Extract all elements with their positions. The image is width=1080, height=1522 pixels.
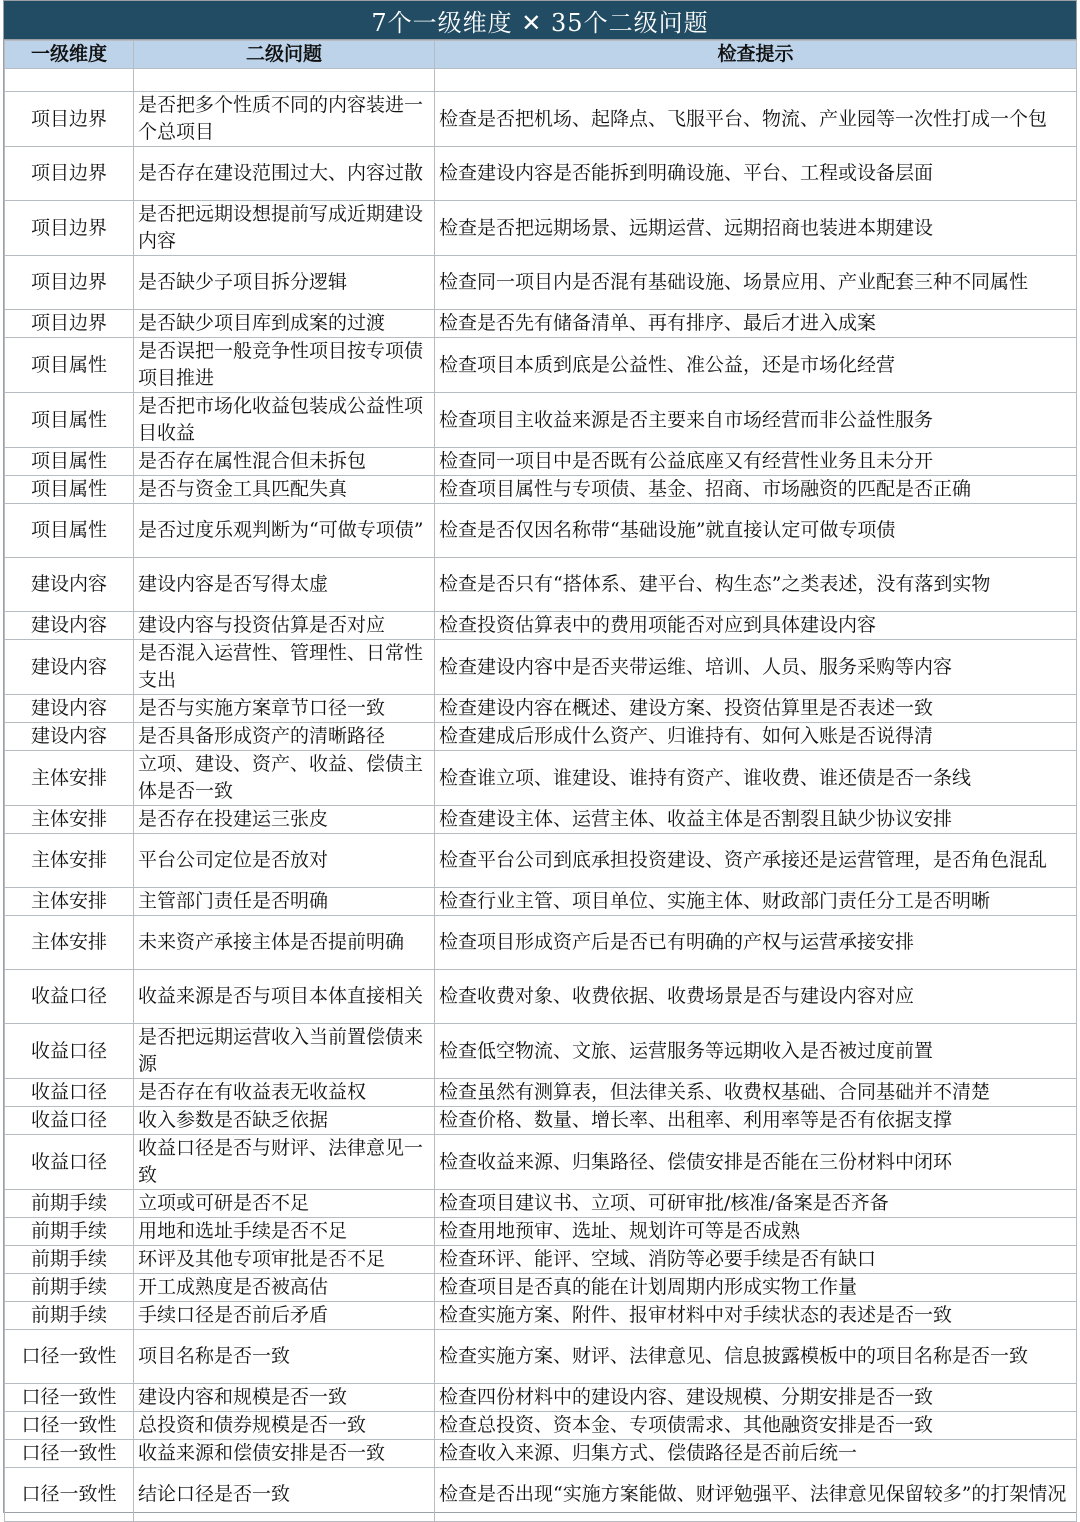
table-row: [5, 476, 1077, 504]
header-dimension: 一级维度: [5, 41, 134, 69]
row-question: 收益来源是否与项目本体直接相关: [134, 970, 435, 1024]
row-question: 建设内容是否写得太虚: [134, 558, 435, 612]
row-hint: 检查同一项目内是否混有基础设施、场景应用、产业配套三种不同属性: [435, 256, 1077, 310]
row-question: 是否误把一般竞争性项目按专项债项目推进: [134, 338, 435, 393]
row-dimension: 口径一致性: [5, 1412, 134, 1440]
row-question: 建设内容与投资估算是否对应: [134, 612, 435, 640]
table-row: [5, 612, 1077, 640]
row-hint: 检查项目属性与专项债、基金、招商、市场融资的匹配是否正确: [435, 476, 1077, 504]
header-row: [5, 41, 1077, 69]
row-hint: 检查用地预审、选址、规划许可等是否成熟: [435, 1218, 1077, 1246]
table-row: [5, 1135, 1077, 1190]
row-hint: 检查是否只有“搭体系、建平台、构生态”之类表述，没有落到实物: [435, 558, 1077, 612]
row-dimension: 收益口径: [5, 970, 134, 1024]
row-hint: 检查是否仅因名称带“基础设施”就直接认定可做专项债: [435, 504, 1077, 558]
row-question: 环评及其他专项审批是否不足: [134, 1246, 435, 1274]
row-dimension: 主体安排: [5, 916, 134, 970]
row-question: 是否缺少项目库到成案的过渡: [134, 310, 435, 338]
row-dimension: 前期手续: [5, 1246, 134, 1274]
row-dimension: 前期手续: [5, 1274, 134, 1302]
table-row: [5, 92, 1077, 147]
table-row: [5, 1218, 1077, 1246]
row-dimension: 建设内容: [5, 695, 134, 723]
row-hint: 检查低空物流、文旅、运营服务等远期收入是否被过度前置: [435, 1024, 1077, 1079]
table-row: [5, 1412, 1077, 1440]
row-dimension: 项目属性: [5, 476, 134, 504]
table-row: [5, 723, 1077, 751]
table-row: [5, 393, 1077, 448]
row-question: 开工成熟度是否被高估: [134, 1274, 435, 1302]
header-hint: 检查提示: [435, 41, 1077, 69]
row-dimension: 项目边界: [5, 256, 134, 310]
row-hint: 检查总投资、资本金、专项债需求、其他融资安排是否一致: [435, 1412, 1077, 1440]
row-hint: 检查建设主体、运营主体、收益主体是否割裂且缺少协议安排: [435, 806, 1077, 834]
row-dimension: 前期手续: [5, 1218, 134, 1246]
table-row: [5, 147, 1077, 201]
row-hint: 检查建设内容是否能拆到明确设施、平台、工程或设备层面: [435, 147, 1077, 201]
table-row: [5, 888, 1077, 916]
row-question: 是否把多个性质不同的内容装进一个总项目: [134, 92, 435, 147]
row-hint: 检查项目本质到底是公益性、准公益，还是市场化经营: [435, 338, 1077, 393]
row-question: 收益口径是否与财评、法律意见一致: [134, 1135, 435, 1190]
row-hint: 检查四份材料中的建设内容、建设规模、分期安排是否一致: [435, 1384, 1077, 1412]
table-row: [5, 640, 1077, 695]
row-hint: 检查收益来源、归集路径、偿债安排是否能在三份材料中闭环: [435, 1135, 1077, 1190]
table-row: [5, 1440, 1077, 1468]
row-dimension: 项目属性: [5, 393, 134, 448]
row-hint: 检查收费对象、收费依据、收费场景是否与建设内容对应: [435, 970, 1077, 1024]
row-question: 是否具备形成资产的清晰路径: [134, 723, 435, 751]
row-hint: 检查行业主管、项目单位、实施主体、财政部门责任分工是否明晰: [435, 888, 1077, 916]
row-dimension: 项目属性: [5, 504, 134, 558]
row-question: 结论口径是否一致: [134, 1468, 435, 1522]
check-table: [4, 40, 1077, 1522]
table-row: [5, 1302, 1077, 1330]
table-row: [5, 504, 1077, 558]
table-row: [5, 310, 1077, 338]
row-hint: 检查投资估算表中的费用项能否对应到具体建设内容: [435, 612, 1077, 640]
row-dimension: 建设内容: [5, 612, 134, 640]
row-dimension: 口径一致性: [5, 1384, 134, 1412]
row-hint: 检查是否出现“实施方案能做、财评勉强平、法律意见保留较多”的打架情况: [435, 1468, 1077, 1522]
row-question: 项目名称是否一致: [134, 1330, 435, 1384]
row-hint: 检查项目主收益来源是否主要来自市场经营而非公益性服务: [435, 393, 1077, 448]
row-dimension: 建设内容: [5, 558, 134, 612]
row-hint: 检查收入来源、归集方式、偿债路径是否前后统一: [435, 1440, 1077, 1468]
row-hint: 检查建成后形成什么资产、归谁持有、如何入账是否说得清: [435, 723, 1077, 751]
table-row: [5, 1024, 1077, 1079]
row-question: 用地和选址手续是否不足: [134, 1218, 435, 1246]
table-row: [5, 1190, 1077, 1218]
row-hint: 检查是否把远期场景、远期运营、远期招商也装进本期建设: [435, 201, 1077, 256]
row-dimension: 口径一致性: [5, 1330, 134, 1384]
row-dimension: 建设内容: [5, 640, 134, 695]
row-hint: 检查虽然有测算表，但法律关系、收费权基础、合同基础并不清楚: [435, 1079, 1077, 1107]
row-dimension: 口径一致性: [5, 1440, 134, 1468]
table-row: [5, 916, 1077, 970]
row-hint: 检查是否先有储备清单、再有排序、最后才进入成案: [435, 310, 1077, 338]
row-dimension: 收益口径: [5, 1107, 134, 1135]
table-row: [5, 695, 1077, 723]
table-row: [5, 256, 1077, 310]
row-hint: 检查同一项目中是否既有公益底座又有经营性业务且未分开: [435, 448, 1077, 476]
table-row: [5, 1330, 1077, 1384]
row-dimension: 主体安排: [5, 834, 134, 888]
sheet-frame: [3, 0, 1077, 1513]
row-question: 收益来源和偿债安排是否一致: [134, 1440, 435, 1468]
row-dimension: 前期手续: [5, 1190, 134, 1218]
table-row: [5, 806, 1077, 834]
header-question: 二级问题: [134, 41, 435, 69]
blank-row: [5, 69, 1077, 92]
row-hint: 检查是否把机场、起降点、飞服平台、物流、产业园等一次性打成一个包: [435, 92, 1077, 147]
row-hint: 检查建设内容中是否夹带运维、培训、人员、服务采购等内容: [435, 640, 1077, 695]
row-question: 建设内容和规模是否一致: [134, 1384, 435, 1412]
row-hint: 检查实施方案、财评、法律意见、信息披露模板中的项目名称是否一致: [435, 1330, 1077, 1384]
row-question: 是否缺少子项目拆分逻辑: [134, 256, 435, 310]
row-question: 是否存在有收益表无收益权: [134, 1079, 435, 1107]
row-dimension: 收益口径: [5, 1024, 134, 1079]
row-hint: 检查项目是否真的能在计划周期内形成实物工作量: [435, 1274, 1077, 1302]
row-question: 未来资产承接主体是否提前明确: [134, 916, 435, 970]
table-row: [5, 1079, 1077, 1107]
row-question: 是否与实施方案章节口径一致: [134, 695, 435, 723]
row-hint: 检查谁立项、谁建设、谁持有资产、谁收费、谁还债是否一条线: [435, 751, 1077, 806]
row-hint: 检查环评、能评、空域、消防等必要手续是否有缺口: [435, 1246, 1077, 1274]
row-dimension: 主体安排: [5, 751, 134, 806]
row-question: 是否存在建设范围过大、内容过散: [134, 147, 435, 201]
row-question: 手续口径是否前后矛盾: [134, 1302, 435, 1330]
row-dimension: 项目边界: [5, 201, 134, 256]
row-hint: 检查价格、数量、增长率、出租率、利用率等是否有依据支撑: [435, 1107, 1077, 1135]
row-dimension: 项目属性: [5, 448, 134, 476]
row-dimension: 前期手续: [5, 1302, 134, 1330]
row-dimension: 项目属性: [5, 338, 134, 393]
row-dimension: 口径一致性: [5, 1468, 134, 1522]
row-question: 是否存在投建运三张皮: [134, 806, 435, 834]
row-question: 收入参数是否缺乏依据: [134, 1107, 435, 1135]
table-row: [5, 338, 1077, 393]
row-hint: 检查项目形成资产后是否已有明确的产权与运营承接安排: [435, 916, 1077, 970]
row-dimension: 主体安排: [5, 888, 134, 916]
table-row: [5, 1107, 1077, 1135]
row-hint: 检查实施方案、附件、报审材料中对手续状态的表述是否一致: [435, 1302, 1077, 1330]
row-question: 平台公司定位是否放对: [134, 834, 435, 888]
sheet-title: 7个一级维度 ✕ 35个二级问题: [4, 1, 1076, 40]
table-row: [5, 448, 1077, 476]
row-question: 是否存在属性混合但未拆包: [134, 448, 435, 476]
row-question: 总投资和债券规模是否一致: [134, 1412, 435, 1440]
table-row: [5, 1468, 1077, 1522]
table-row: [5, 1274, 1077, 1302]
table-row: [5, 201, 1077, 256]
row-dimension: 收益口径: [5, 1079, 134, 1107]
row-dimension: 主体安排: [5, 806, 134, 834]
row-question: 是否混入运营性、管理性、日常性支出: [134, 640, 435, 695]
table-row: [5, 558, 1077, 612]
row-dimension: 建设内容: [5, 723, 134, 751]
row-dimension: 项目边界: [5, 147, 134, 201]
row-hint: 检查平台公司到底承担投资建设、资产承接还是运营管理，是否角色混乱: [435, 834, 1077, 888]
row-question: 是否把远期设想提前写成近期建设内容: [134, 201, 435, 256]
row-question: 立项或可研是否不足: [134, 1190, 435, 1218]
row-dimension: 收益口径: [5, 1135, 134, 1190]
table-row: [5, 1246, 1077, 1274]
row-question: 立项、建设、资产、收益、偿债主体是否一致: [134, 751, 435, 806]
row-question: 是否把市场化收益包装成公益性项目收益: [134, 393, 435, 448]
table-row: [5, 1384, 1077, 1412]
row-question: 是否与资金工具匹配失真: [134, 476, 435, 504]
row-dimension: 项目边界: [5, 310, 134, 338]
row-question: 是否把远期运营收入当前置偿债来源: [134, 1024, 435, 1079]
table-row: [5, 970, 1077, 1024]
table-row: [5, 751, 1077, 806]
row-question: 主管部门责任是否明确: [134, 888, 435, 916]
row-dimension: 项目边界: [5, 92, 134, 147]
row-question: 是否过度乐观判断为“可做专项债”: [134, 504, 435, 558]
table-body: [5, 92, 1077, 1522]
row-hint: 检查建设内容在概述、建设方案、投资估算里是否表述一致: [435, 695, 1077, 723]
row-hint: 检查项目建议书、立项、可研审批/核准/备案是否齐备: [435, 1190, 1077, 1218]
table-row: [5, 834, 1077, 888]
